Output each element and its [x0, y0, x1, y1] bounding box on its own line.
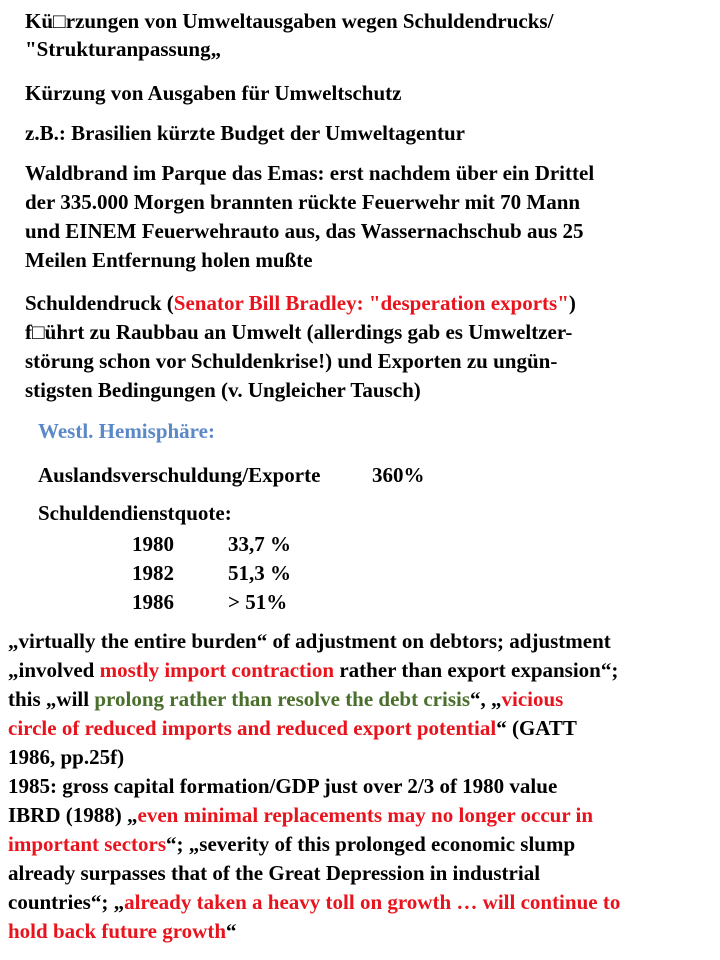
important-sectors-highlight: important sectors: [8, 832, 167, 856]
prolong-crisis-highlight: prolong rather than resolve the debt crisis: [94, 687, 471, 711]
gatt-line-4: [8, 715, 577, 741]
brazil-example-line: z.B.: Brasilien kürzte Budget der Umweltagentur: [25, 121, 465, 145]
future-growth-highlight: hold back future growth: [8, 919, 227, 943]
wildfire-line-3: und EINEM Feuerwehrauto aus, das Wassernachschub aus 25: [25, 219, 584, 243]
debt-export-ratio-value: 360%: [372, 463, 425, 487]
import-contraction-highlight: mostly import contraction: [99, 658, 335, 682]
gatt-line-3-mid: “, „: [470, 687, 502, 711]
wildfire-line-4: Meilen Entfernung holen mußte: [25, 248, 313, 272]
gatt-line-3-prefix: this „will: [8, 687, 95, 711]
debt-service-year: 1982: [132, 561, 174, 585]
debt-pressure-close: ): [568, 291, 576, 315]
debt-service-year: 1980: [132, 532, 174, 556]
minimal-replacements-highlight: even minimal replacements may no longer occur in: [137, 803, 594, 827]
ibrd-line-2: [8, 831, 575, 857]
debt-pressure-line-1: [25, 290, 576, 316]
hemisphere-title: Westl. Hemisphäre:: [38, 419, 215, 443]
heading-line-2: "Strukturanpassung„: [25, 37, 222, 61]
debt-pressure-line-2: f□ührt zu Raubbau an Umwelt (allerdings gab es Umweltzer-: [25, 320, 573, 344]
ibrd-line-5-suffix: “: [226, 919, 237, 943]
gatt-line-2: [8, 657, 618, 683]
debt-service-label: Schuldendienstquote:: [38, 501, 232, 525]
debt-pressure-line-3: störung schon vor Schuldenkrise!) und Exporten zu ungün-: [25, 349, 558, 373]
gatt-line-2-prefix: „involved: [8, 658, 100, 682]
debt-service-value: 33,7 %: [228, 532, 291, 556]
debt-service-value: > 51%: [228, 590, 288, 614]
debt-service-value: 51,3 %: [228, 561, 291, 585]
debt-pressure-prefix: Schuldendruck (: [25, 291, 174, 315]
bradley-quote: Senator Bill Bradley: "desperation exports": [173, 291, 569, 315]
ibrd-line-2-suffix: “; „severity of this prolonged economic slump: [166, 832, 576, 856]
heading-line-1: Kü□rzungen von Umweltausgaben wegen Schuldendrucks/: [25, 9, 554, 33]
vicious-circle-highlight: circle of reduced imports and reduced export potential: [8, 716, 497, 740]
gatt-citation: 1986, pp.25f): [8, 745, 125, 769]
cut-spending-line: Kürzung von Ausgaben für Umweltschutz: [25, 81, 402, 105]
debt-export-ratio-label: Auslandsverschuldung/Exporte: [38, 463, 321, 487]
ibrd-line-3: already surpasses that of the Great Depression in industrial: [8, 861, 541, 885]
heavy-toll-highlight: already taken a heavy toll on growth … will continue to: [124, 890, 621, 914]
ibrd-prefix: IBRD (1988) „: [8, 803, 138, 827]
ibrd-line-4: [8, 889, 620, 915]
ibrd-line-4-prefix: countries“; „: [8, 890, 125, 914]
capital-formation-line: 1985: gross capital formation/GDP just over 2/3 of 1980 value: [8, 774, 558, 798]
gatt-line-4-suffix: “ (GATT: [496, 716, 577, 740]
gatt-line-3: [8, 686, 563, 712]
ibrd-line-1: [8, 802, 593, 828]
debt-service-year: 1986: [132, 590, 174, 614]
debt-pressure-line-4: stigsten Bedingungen (v. Ungleicher Tausch): [25, 378, 421, 402]
wildfire-line-2: der 335.000 Morgen brannten rückte Feuerwehr mit 70 Mann: [25, 190, 581, 214]
gatt-line-1: „virtually the entire burden“ of adjustment on debtors; adjustment: [8, 629, 611, 653]
gatt-line-2-suffix: rather than export expansion“;: [334, 658, 619, 682]
ibrd-line-5: [8, 918, 237, 944]
wildfire-line-1: Waldbrand im Parque das Emas: erst nachdem über ein Drittel: [25, 161, 595, 185]
vicious-highlight: vicious: [501, 687, 564, 711]
